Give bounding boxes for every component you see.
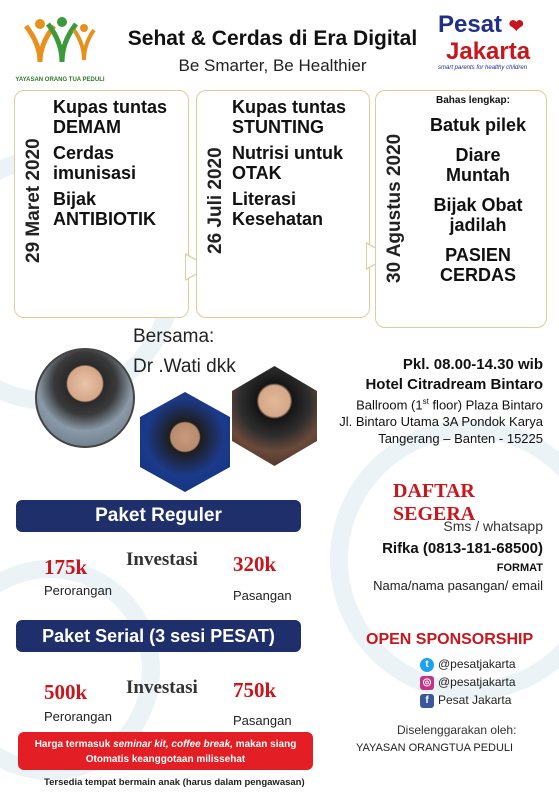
format-value: Nama/nama pasangan/ email bbox=[373, 578, 543, 593]
session-card-2 bbox=[196, 90, 370, 318]
register-contact[interactable]: Rifka (0813-181-68500) bbox=[382, 540, 543, 557]
session-topic: Nutrisi untuk OTAK bbox=[232, 143, 343, 183]
yayasan-logo bbox=[10, 14, 110, 84]
regular-package-title: Paket Reguler bbox=[95, 505, 222, 526]
speaker-photo-3 bbox=[232, 366, 317, 466]
footer-note: Tersedia tempat bermain anak (harus dalam pengawasan) bbox=[44, 777, 305, 788]
family-icon bbox=[10, 14, 110, 66]
session-topic: Literasi Kesehatan bbox=[232, 189, 324, 229]
venue-line-2: Jl. Bintaro Utama 3A Pondok Karya bbox=[339, 414, 543, 430]
venue-line-3: Tangerang – Banten - 15225 bbox=[378, 431, 543, 447]
regular-single-label: Perorangan bbox=[44, 583, 112, 598]
yayasan-logo-text: YAYASAN ORANG TUA PEDULI bbox=[15, 77, 105, 83]
price-notice-line-1: Harga termasuk seminar kit, coffee break, makan siang bbox=[34, 739, 297, 750]
facebook-link[interactable]: f Pesat Jakarta bbox=[420, 691, 516, 709]
regular-single-price: 175k bbox=[44, 555, 88, 579]
session-topic: PASIEN CERDAS bbox=[439, 245, 516, 285]
pesat-logo-word: Pesat bbox=[438, 11, 503, 38]
session-date: 29 Maret 2020 bbox=[23, 138, 44, 264]
serial-package-banner bbox=[16, 620, 301, 652]
session-topic: Kupas tuntas STUNTING bbox=[232, 97, 347, 137]
serial-single-label: Perorangan bbox=[44, 709, 112, 724]
sponsorship-title: OPEN SPONSORSHIP bbox=[366, 631, 534, 648]
regular-invest-label: Investasi bbox=[126, 549, 198, 570]
organizer-label: Diselenggarakan oleh: bbox=[397, 723, 517, 737]
regular-package-banner bbox=[16, 500, 301, 532]
organizer-name: YAYASAN ORANGTUA PEDULI bbox=[356, 742, 514, 754]
regular-pair-price: 320k bbox=[233, 552, 277, 576]
speakers-names: Dr .Wati dkk bbox=[133, 356, 236, 377]
twitter-link[interactable]: t @pesatjakarta bbox=[420, 655, 516, 673]
event-time: Pkl. 08.00-14.30 wib bbox=[402, 356, 543, 373]
price-notice-box bbox=[18, 732, 313, 770]
session-card-3 bbox=[375, 90, 547, 328]
session-topic: Kupas tuntas DEMAM bbox=[53, 97, 168, 137]
serial-pair-label: Pasangan bbox=[233, 713, 292, 728]
speakers-label: Bersama: bbox=[133, 326, 215, 347]
speaker-photo-2 bbox=[140, 392, 230, 492]
twitter-icon: t bbox=[420, 658, 434, 672]
register-channel: Sms / whatsapp bbox=[443, 518, 543, 534]
session-topic: Cerdas imunisasi bbox=[53, 143, 137, 183]
heart-icon: ❤ bbox=[508, 16, 524, 36]
session-topic: Diare Muntah bbox=[446, 145, 510, 185]
session-date: 26 Juli 2020 bbox=[205, 147, 226, 255]
session-date: 30 Agustus 2020 bbox=[384, 133, 405, 284]
venue-hotel: Hotel Citradream Bintaro bbox=[365, 376, 543, 393]
jakarta-logo-word: Jakarta bbox=[446, 38, 531, 65]
pesat-jakarta-logo bbox=[438, 12, 550, 78]
price-notice-line-2: Otomatis keanggotaan milissehat bbox=[85, 754, 246, 765]
instagram-icon: ◎ bbox=[420, 676, 434, 690]
serial-single-price: 500k bbox=[44, 680, 88, 704]
facebook-icon: f bbox=[420, 694, 434, 708]
serial-invest-label: Investasi bbox=[126, 677, 198, 698]
register-title: DAFTAR SEGERA bbox=[393, 480, 476, 525]
session-card-1 bbox=[14, 90, 189, 318]
regular-pair-label: Pasangan bbox=[233, 588, 292, 603]
format-label: FORMAT bbox=[496, 562, 543, 574]
venue-line-1: Ballroom (1st floor) Plaza Bintaro bbox=[356, 397, 543, 413]
session-heading: Bahas lengkap: bbox=[436, 95, 510, 106]
pesat-logo-tagline: smart parents for healthy children bbox=[438, 65, 528, 71]
page-subtitle: Be Smarter, Be Healthier bbox=[178, 56, 367, 75]
session-topic: Batuk pilek bbox=[429, 115, 527, 135]
instagram-link[interactable]: ◎ @pesatjakarta bbox=[420, 673, 516, 691]
session-topic: Bijak ANTIBIOTIK bbox=[53, 189, 156, 229]
serial-pair-price: 750k bbox=[233, 678, 277, 702]
page-title: Sehat & Cerdas di Era Digital bbox=[127, 27, 418, 50]
serial-package-title: Paket Serial (3 sesi PESAT) bbox=[42, 626, 275, 646]
session-topic: Bijak Obat jadilah bbox=[433, 195, 523, 235]
speaker-photo-1 bbox=[35, 348, 135, 448]
